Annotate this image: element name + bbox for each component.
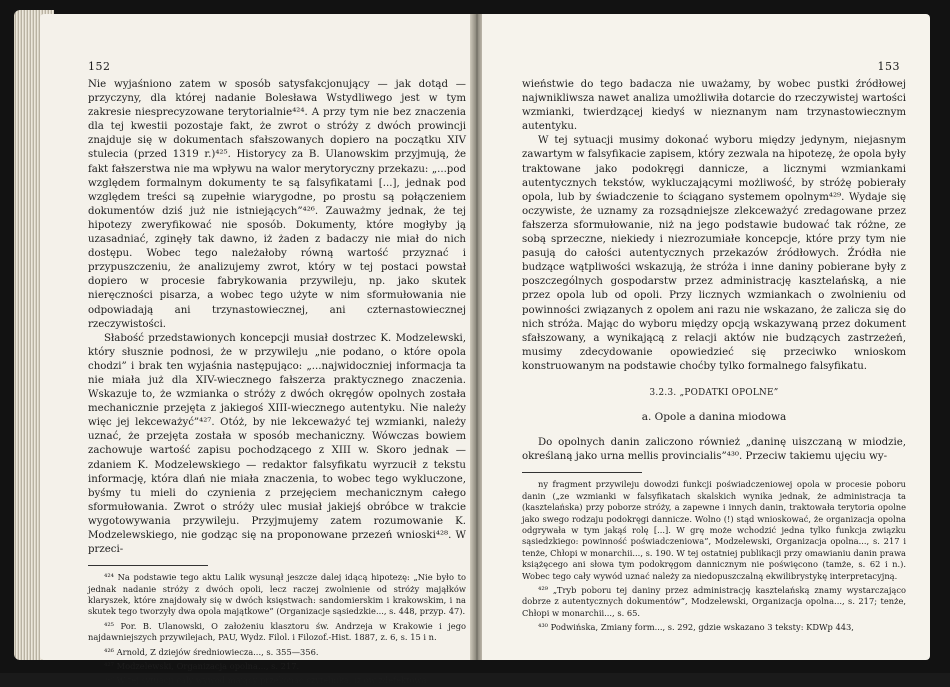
paragraph: Nie wyjaśniono zatem w sposób satysfakcjonujący — jak dotąd — przyczyny, dla której nadanie Bolesława Wstydliwego jest w tym zakresie niesprecyzowane terytorialnie⁴²⁴. A przy tym nie bez znaczenia dla tej kwestii pozostaje fakt, że zwrot o stróży z dwóch prowincji znajduje się w dokumentach sfałszowanych dopiero na początku XIV stulecia (przed 1319 r.)⁴²⁵. Historycy za B. Ulanowskim przyjmują, że fakt fałszerstwa nie ma wpływu na walor merytoryczny przekazu: „...pod względem formalnym dokumenty te są falsyfikatami [...], jednak pod względem treści są zupełnie wiarygodne, po prostu są połączeniem dokumentów dziś już nie istniejących”⁴²⁶. Zauważmy jednak, że tej hipotezy zweryfikować nie sposób. Dokumenty, które mogłyby ją uzasadniać, zginęły tak dawno, iż żaden z badaczy nie miał do nich dostępu. Wobec tego należałoby równą wartość przyznać i przypuszczeniu, że analizujemy zwrot, który w tej postaci powstał dopiero w procesie fabrykowania przywileju, np. jako skutek nieręczności pisarza, a wobec tego użyte w nim sformułowania nie odpowiadają ani trzynastowiecznej, ani czternastowiecznej rzeczywistości.: [88, 79, 466, 330]
paragraph: W tej sytuacji musimy dokonać wyboru między jedynym, niejasnym zawartym w falsyfikacie zapisem, który zezwala na hipotezę, że opola były traktowane jako podokręgi dannicze, a licznymi wzmiankami autentycznych tekstów, wykluczającymi możliwość, by stróżę pobierały opola, lub by świadczenie to ściągano systemem opolnym⁴²⁹. Wydaje się oczywiste, że uznamy za rozsądniejsze zlekceważyć zredagowane przez fałszerza sformułowanie, niż na jego podstawie budować tak różne, ze sobą sprzeczne, niekiedy i niezrozumiałe koncepcje, które przy tym nie pasują do całości autentycznych przekazów źródłowych. Źródła nie budzące wątpliwości wskazują, że stróża i inne daniny pobierane były z poszczególnych gospodarstw przez administrację kasztelańską, a nie przez opola lub od opoli. Przy licznych wzmiankach o zwolnieniu od powinności związanych z opolem ani razu nie wskazano, że zalicza się do nich stróża. Mając do wyboru między opcją wskazywaną przez dokument sfałszowany, a wynikającą z relacji aktów nie budzących zastrzeżeń, musimy zdecydowanie opowiedzieć się przeciwko wnioskom konstruowanym na podstawie choćby tylko formalnego falsyfikatu.: [522, 135, 906, 372]
footnote: ⁴²⁴ Na podstawie tego aktu Lalik wysunął jeszcze dalej idącą hipotezę: „Nie było to jednak nadanie stróży z dwóch opoli, lecz raczej zwolnienie od stróży mająłków klaryszek, które znajdowały się w dwóch księstwach: sandomierskim i krakowskim, i na skutek tego tworzyły dwa opola majątkowe” (Organizacje sąsiedzkie..., s. 448, przyp. 47).: [88, 572, 466, 617]
page-number-right: 153: [877, 60, 900, 73]
footnote: ny fragment przywileju dowodzi funkcji poświadczeniowej opola w procesie poboru danin („ze wzmianki w falsyfikatach skalskich wynika jednak, że administracja ta (kasztelańska) przy poborze stróży, a zapewne i innych danin, traktowała terytoria opolne jako swego rodzaju podokręgi dannicze. Wolno (!) stąd wnioskować, że organizacja opolna odgrywała w tym jakąś rolę [...]. W grę może wchodzić jedna tylko funkcja związku sąsiedzkiego: powinność poświadczeniowa”, Modzelewski, Organizacja opolna..., s. 217 i tenże, Chłopi w monarchii..., s. 190. W tej ostatniej publikacji przy omawianiu danin prawa książęcego ani słowa tym podokręgom dannicznym nie poświęcono (tamże, s. 62 i n.). Wobec tego cały wywód uznać należy za niedopuszczalną ekwilibrystykę interpretacyjną.: [522, 479, 906, 581]
footnote: ⁴²⁷ Modzelewski, Organizacja opolna..., s. 217.: [104, 661, 300, 672]
footnote: ⁴²⁶ Arnold, Z dziejów średniowiecza..., s. 355—356.: [104, 646, 319, 657]
footnote-rule: [522, 472, 642, 473]
footnote-rule: [88, 565, 208, 566]
right-page: [482, 14, 930, 660]
subsection-heading: a. Opole a danina miodowa: [641, 411, 787, 424]
page-number-left: 152: [88, 60, 111, 73]
left-page-body: [88, 78, 466, 687]
footnote: ⁴²⁸ W tej sytuacji cały wywód mający przekonać czytelnika, iż ów zdefektowa-: [104, 675, 430, 686]
section-heading: 3.2.3. „PODATKI OPOLNE”: [649, 387, 779, 398]
right-page-body: [522, 78, 906, 634]
footnote: ⁴²⁹ „Tryb poboru tej daniny przez administrację kasztelańską znamy wystarczająco dobrze z autentycznych dokumentów”, Modzelewski, Organizacja opolna..., s. 217; tenże, Chłopi w monarchii..., s. 65.: [522, 585, 906, 618]
footnote: ⁴³⁰ Podwińska, Zmiany form..., s. 292, gdzie wskazano 3 teksty: KDWp 443,: [538, 622, 854, 633]
left-page: [40, 14, 474, 686]
footnote: ⁴²⁵ Por. B. Ulanowski, O założeniu klasztoru św. Andrzeja w Krakowie i jego najdawniejszych przywilejach, PAU, Wydz. Filol. i Filozof.-Hist. 1887, z. 6, s. 15 i n.: [88, 620, 466, 643]
paragraph: wieństwie do tego badacza nie uważamy, by wobec pustki źródłowej najwnikliwsza nawet analiza umożliwiła dotarcie do rzeczywistej wartości wzmianki, twierdzącej kiedyś w nieznanym nam trzynastowiecznym autentyku.: [522, 79, 906, 133]
paragraph: Słabość przedstawionych koncepcji musiał dostrzec K. Modzelewski, który słusznie podnosi, że w przywileju „nie podano, o które opola chodzi” i brak ten wyjaśnia następująco: „...najwidoczniej informacja ta nie miała już dla XIV-wiecznego fałszerza praktycznego znaczenia. Wskazuje to, że wzmianka o stróży z dwóch okręgów opolnych została mechanicznie przejęta z jakiegoś XIII-wiecznego autentyku. Nie należy więc jej lekceważyć”⁴²⁷. Otóż, by nie lekceważyć tej wzmianki, należy uznać, że przejęta została w sposób mechaniczny. Wówczas bowiem zachowuje wartość zapisu pochodzącego z XIII w. Skoro jednak — zdaniem K. Modzelewskiego — redaktor falsyfikatu wyrzucił z tekstu informację, która dlań nie miała znaczenia, to wobec tego wykluczone, byśmy tu mieli do czynienia z przejęciem mechanicznym całego sformułowania. Zwrot o stróży ulec musiał jakiejś obróbce w trakcie wygotowywania przywileju. Przyjmujemy zatem rozumowanie K. Modzelewskiego, nie godząc się na proponowane przezeń wnioski⁴²⁸. W przeci-: [88, 332, 466, 556]
paragraph: Do opolnych danin zaliczono również „daninę uiszczaną w miodzie, określaną jako urna mellis provincialis”⁴³⁰. Przeciw takiemu ujęciu wy-: [522, 437, 906, 463]
